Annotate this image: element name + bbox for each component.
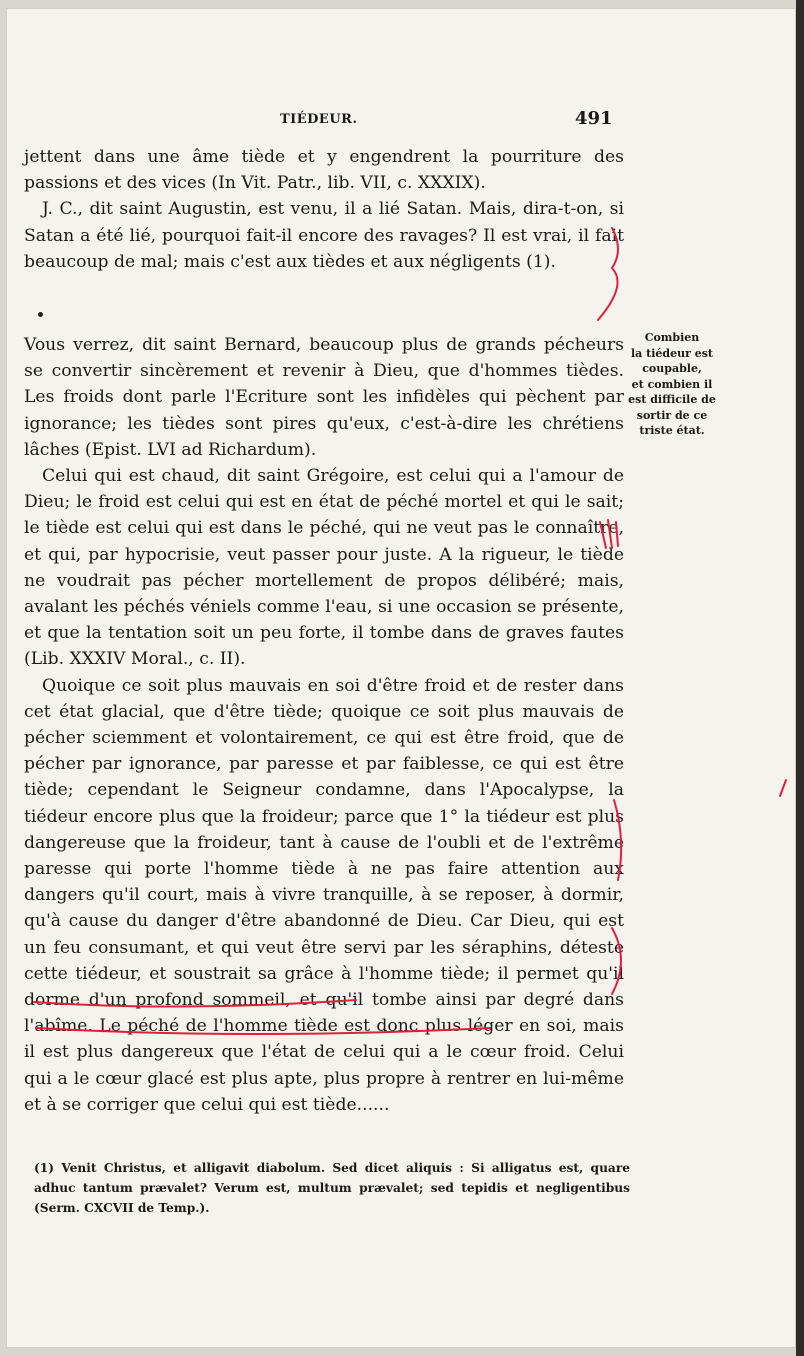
- paragraph: J. C., dit saint Augustin, est venu, il a lié Satan. Mais, dira-t-on, si Satan a été lié, pourquoi fait-il encore des ravages? Il est vrai, il fait beaucoup de mal; mais c'est aux tièdes et aux négligents (1).: [24, 199, 624, 272]
- paragraph: Quoique ce soit plus mauvais en soi d'être froid et de rester dans cet état glacial, que d'être tiède; quoique ce soit plus mauvais de pécher sciemment et volontairement, ce qui est être froid, que de pécher par ignorance, par paresse et par faiblesse, ce qui est être tiède; cependant le Seigneur condamne, dans l'Apocalypse, la tiédeur encore plus que la froideur; parce que 1° la tiédeur est plus dangereuse que la froideur, tant à cause de l'oubli et de l'extrême paresse qui porte l'homme tiède à ne pas faire attention aux dangers qu'il court, mais à vivre tranquille, à se reposer, à dormir, qu'à cause du danger d'être abandonné de Dieu. Car Dieu, qui est un feu consumant, et qui veut être servi par les séraphins, déteste cette tiédeur, et soustrait sa grâce à l'homme tiède; il permet qu'il dorme d'un profond sommeil, et qu'il tombe ainsi par degré dans l'abîme. Le péché de l'homme tiède est donc plus léger en soi, mais il est plus dangereux que l'état de celui qui a le cœur froid. Celui qui a le cœur glacé est plus apte, plus propre à rentrer en lui-même et à se corriger que celui qui est tiède......: [24, 675, 624, 1115]
- paragraph: jettent dans une âme tiède et y engendrent la pourriture des passions et des vices (In Vit. Patr., lib. VII, c. XXXIX).: [24, 147, 624, 194]
- margin-note-line: Combien: [644, 331, 700, 344]
- margin-note-line: sortir de ce: [636, 408, 708, 422]
- paragraph: Celui qui est chaud, dit saint Grégoire, est celui qui a l'amour de Dieu; le froid est celui qui est en état de péché mortel et qui le sait; le tiède est celui qui est dans le péché, qui ne veut pas le connaître, et qui, par hypocrisie, veut passer pour juste. A la rigueur, le tiède ne voudrait pas pécher mortellement de propos délibéré; mais, avalant les péchés véniels comme l'eau, si une occasion se présente, et que la tentation soit un peu forte, il tombe dans de graves fautes (Lib. XXXIV Moral., c. II).: [24, 466, 624, 670]
- margin-note-line: et combien il: [631, 377, 713, 391]
- footnote: (1) Venit Christus, et alligavit diabolum. Sed dicet aliquis : Si alligatus est, quare adhuc tantum prævalet? Verum est, multum prævalet; sed tepidis et negligentibus (Serm. CXCVII de Temp.).: [34, 1161, 630, 1215]
- marginal-note: [618, 330, 726, 439]
- running-header: TIÉDEUR.: [280, 112, 358, 127]
- page-edge-shadow: [796, 0, 804, 1356]
- margin-note-line: triste état.: [639, 424, 705, 437]
- margin-note-line: coupable,: [642, 362, 702, 375]
- margin-note-line: la tiédeur est: [631, 346, 713, 360]
- text-block-main: [24, 332, 624, 1118]
- paragraph: Vous verrez, dit saint Bernard, beaucoup plus de grands pécheurs se convertir sincèrement et revenir à Dieu, que d'hommes tièdes. Les froids dont parle l'Ecriture sont les infidèles qui pèchent par ignorance; les tièdes sont pires qu'eux, c'est-à-dire les chrétiens lâches (Epist. LVI ad Richardum).: [24, 335, 624, 460]
- bullet-dot: [38, 312, 43, 317]
- text-block-top: [24, 144, 624, 275]
- page-number: 491: [575, 108, 613, 129]
- margin-note-line: est difficile de: [628, 393, 716, 406]
